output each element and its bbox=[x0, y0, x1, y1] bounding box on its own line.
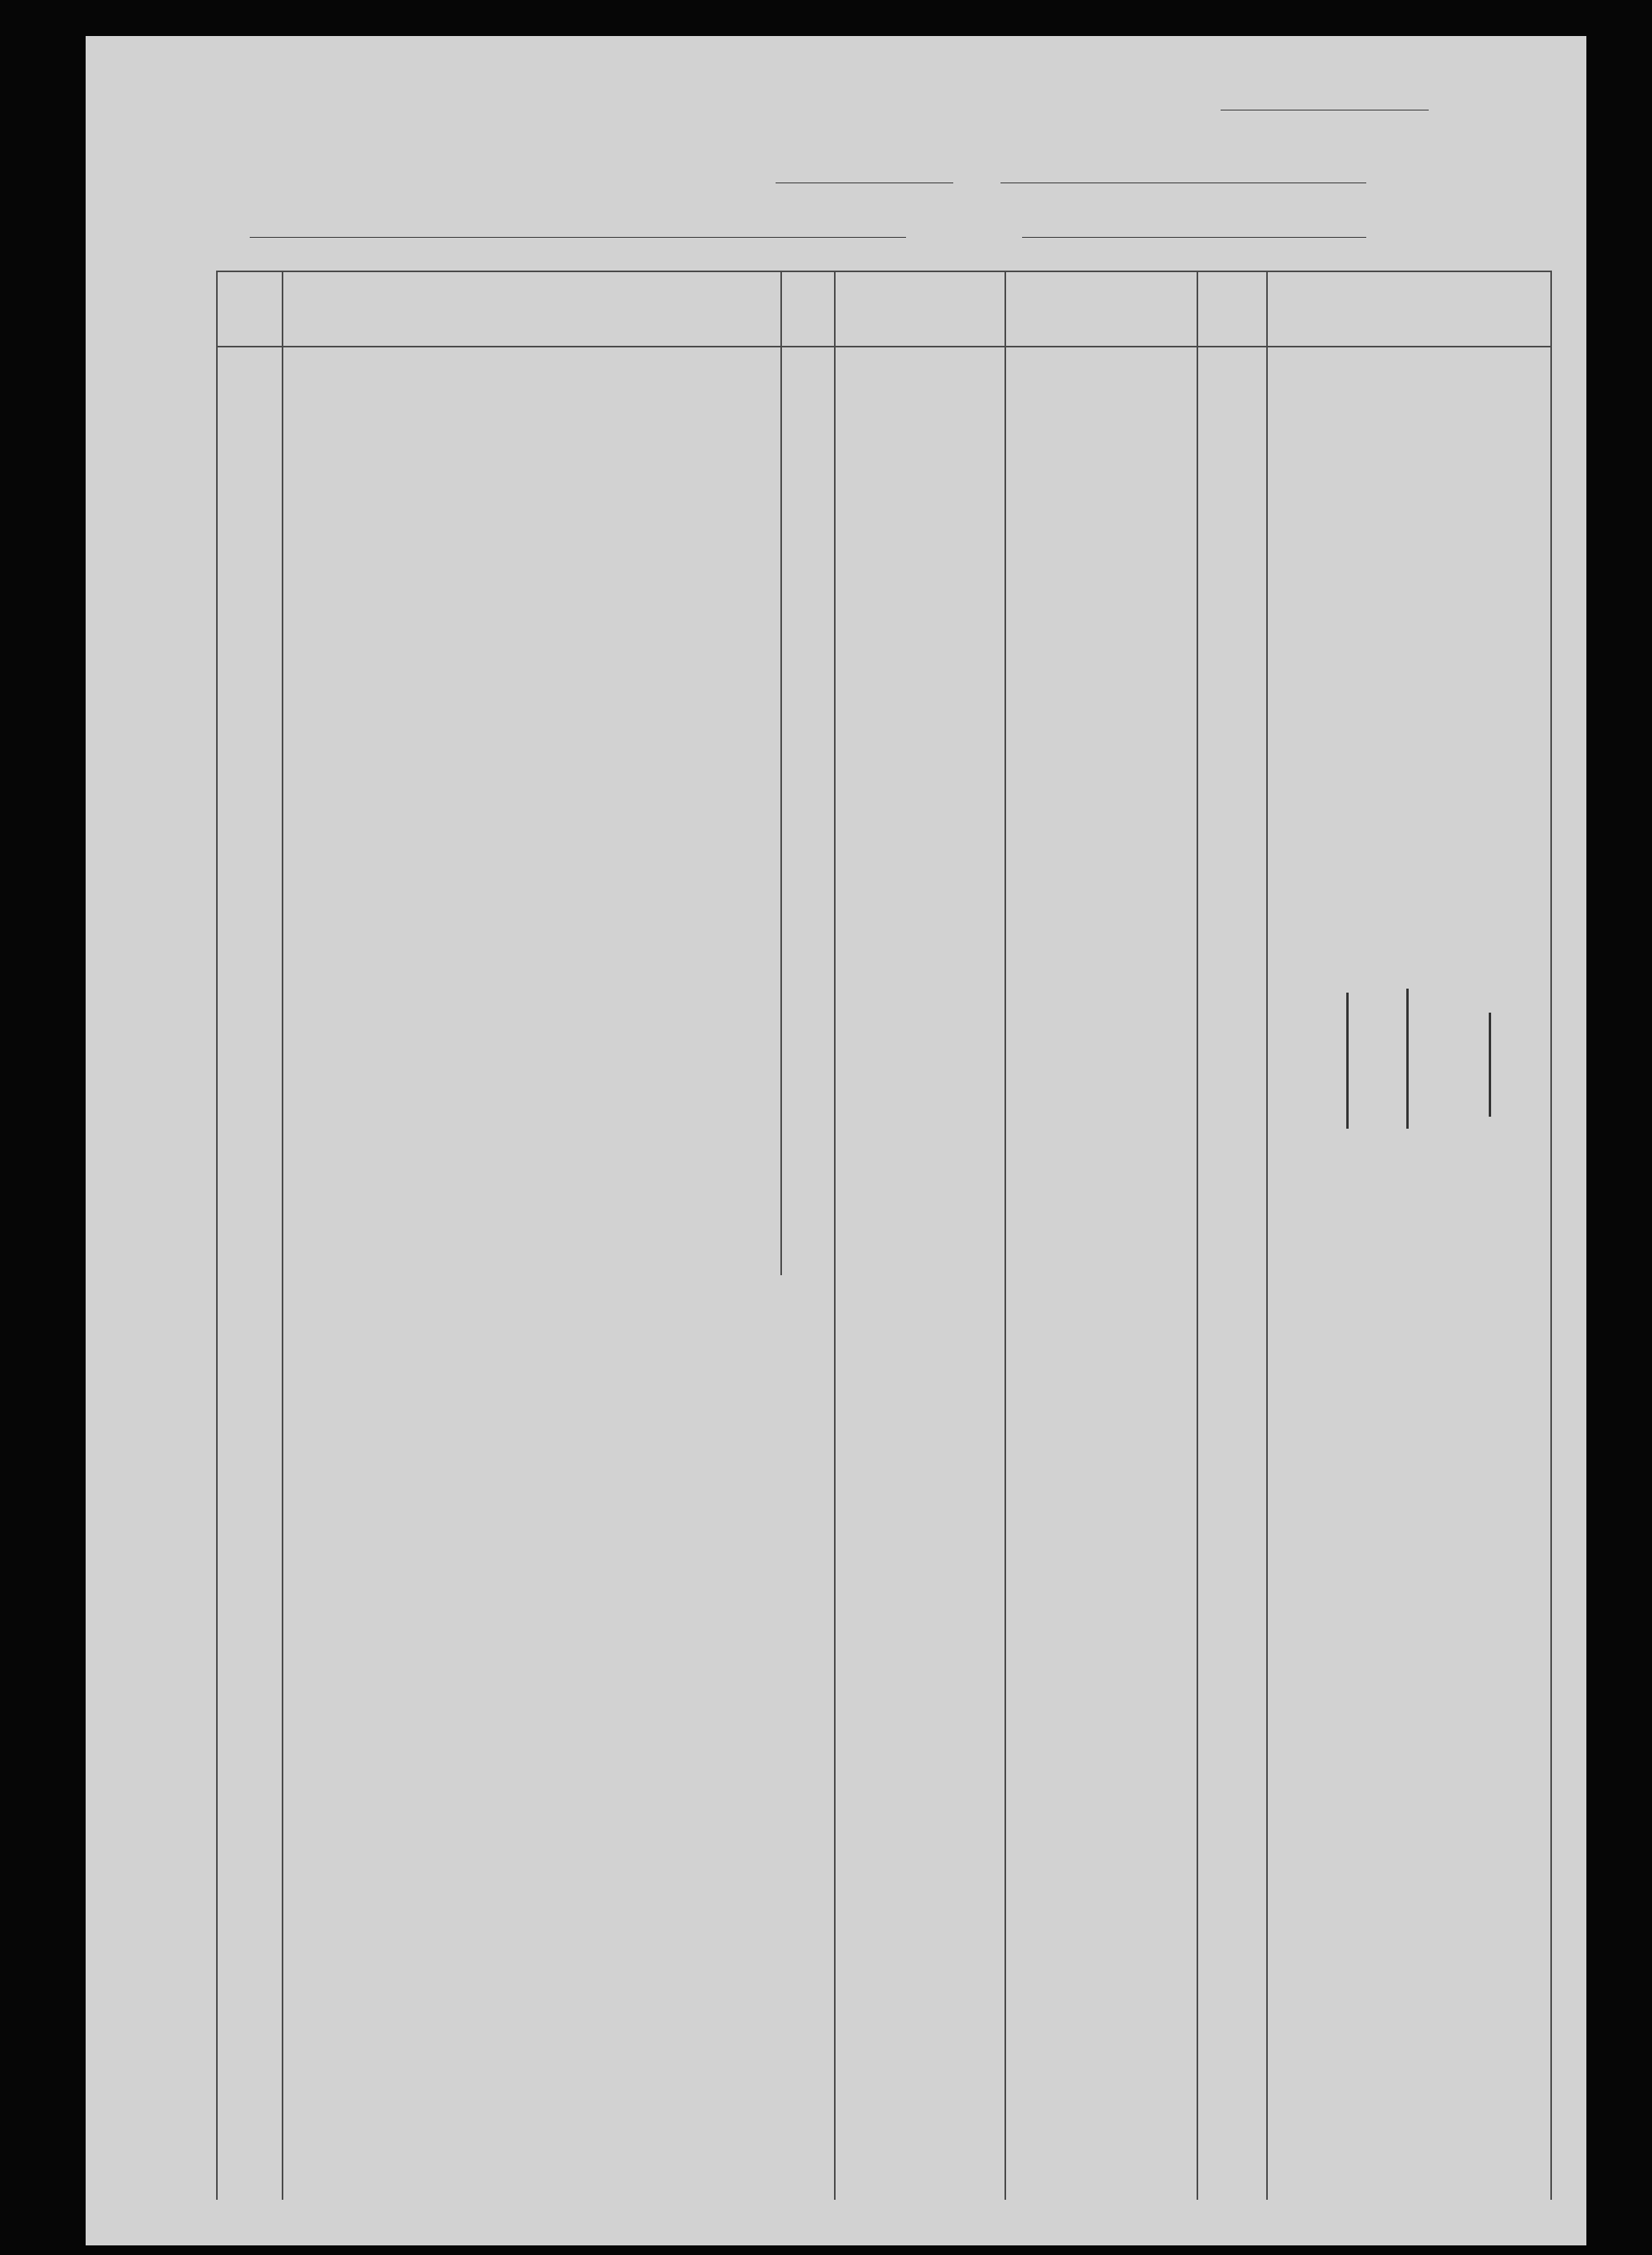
col-divider-married bbox=[834, 271, 836, 2200]
officer-bracket bbox=[1346, 993, 1349, 1129]
manifest-sheet bbox=[86, 36, 1586, 2245]
table-top-border bbox=[216, 271, 1551, 272]
col-divider-travel bbox=[1004, 271, 1006, 2200]
exempt-bracket bbox=[1489, 1013, 1491, 1117]
col-divider-tax bbox=[1266, 271, 1268, 2200]
table-right-border bbox=[1550, 271, 1552, 2200]
col-divider-name bbox=[780, 271, 782, 1275]
vessel-line bbox=[250, 237, 906, 238]
officer-bracket-2 bbox=[1406, 989, 1409, 1129]
header-bottom-border bbox=[216, 346, 1551, 347]
col-divider-line bbox=[282, 271, 283, 2200]
col-divider-baggage bbox=[1197, 271, 1198, 2200]
port-line bbox=[1022, 237, 1366, 238]
table-left-border bbox=[216, 271, 218, 2200]
